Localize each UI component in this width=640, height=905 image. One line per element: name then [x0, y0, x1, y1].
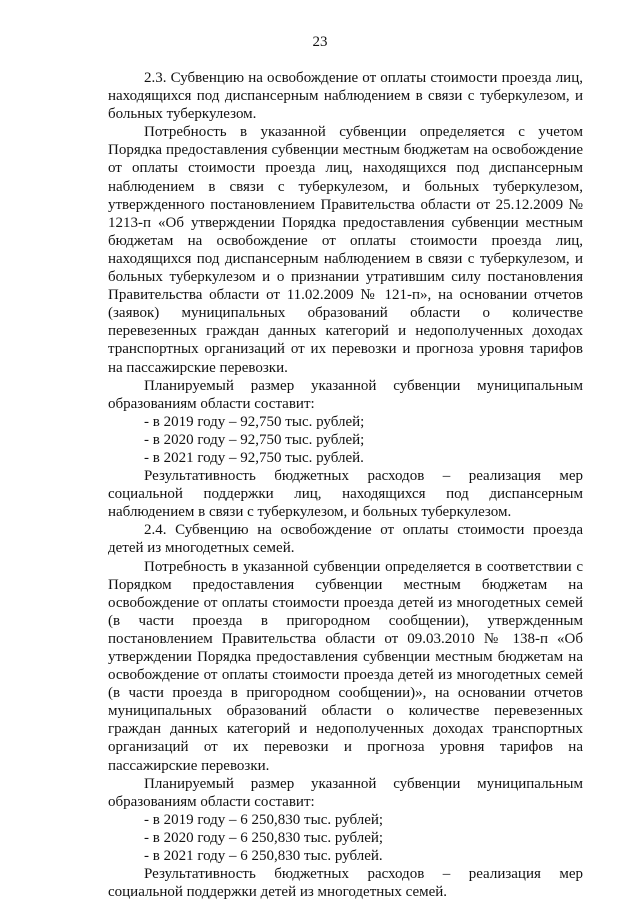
page-number: 23 [312, 34, 328, 50]
section-2-3-effectiveness-paragraph: Результативность бюджетных расходов – реализация мер социальной поддержки лиц, находящихся под диспансерным наблюдением в связи с туберкулезом, и больных туберкулезом. [108, 468, 583, 521]
section-2-4-effectiveness-paragraph: Результативность бюджетных расходов – реализация мер социальной поддержки детей из многодетных семей. [108, 866, 583, 901]
document-body [108, 69, 583, 901]
section-2-4-amount-2020: - в 2020 году – 6 250,830 тыс. рублей; [144, 829, 384, 846]
section-2-3-heading: 2.3. Субвенцию на освобождение от оплаты стоимости проезда лиц, находящихся под диспансерным наблюдением в связи с туберкулезом, и больных туберкулезом. [108, 70, 583, 123]
section-2-4-planned-size-paragraph: Планируемый размер указанной субвенции муниципальным образованиям области составит: [108, 775, 583, 810]
section-2-3-amount-2021: - в 2021 году – 92,750 тыс. рублей. [144, 449, 364, 466]
section-2-4-amount-2019: - в 2019 году – 6 250,830 тыс. рублей; [144, 811, 384, 828]
section-2-3-amount-2020: - в 2020 году – 92,750 тыс. рублей; [144, 431, 365, 448]
section-2-4-amount-2021: - в 2021 году – 6 250,830 тыс. рублей. [144, 848, 383, 865]
section-2-3-amount-2019: - в 2019 году – 92,750 тыс. рублей; [144, 413, 365, 430]
section-2-3-requirement-paragraph: Потребность в указанной субвенции определяется с учетом Порядка предоставления субвенции местным бюджетам на освобождение от оплаты стоимости проезда лиц, находящихся под диспансерным наблюдением в связи с туберкулезом, и больных туберкулезом, утвержденного постановлением Правительства области от 25.12.2009 № 1213-п «Об утверждении Порядка предоставления субвенции местным бюджетам на освобождение от оплаты стоимости проезда лиц, находящихся под диспансерным наблюдением в связи с туберкулезом, и больных туберкулезом и о признании утратившим силу постановления Правительства области от 11.02.2009 № 121-п», на основании отчетов (заявок) муниципальных образований области о количестве перевезенных граждан данных категорий и недополученных доходах транспортных организаций от их перевозки и прогноза уровня тарифов на пассажирские перевозки. [108, 124, 583, 376]
section-2-4-heading: 2.4. Субвенцию на освобождение от оплаты стоимости проезда детей из многодетных семей. [108, 522, 583, 557]
section-2-4-requirement-paragraph: Потребность в указанной субвенции определяется в соответствии с Порядком предоставления субвенции местным бюджетам на освобождение от оплаты стоимости проезда детей из многодетных семей (в части проезда в пригородном сообщении), утвержденным постановлением Правительства области от 09.03.2010 № 138-п «Об утверждении Порядка предоставления субвенции местным бюджетам на освобождение от оплаты стоимости проезда детей из многодетных семей (в части проезда в пригородном сообщении)», на основании отчетов муниципальных образований области о количестве перевезенных граждан данных категорий и недополученных доходах транспортных организаций от их перевозки и прогноза уровня тарифов на пассажирские перевозки. [108, 558, 583, 774]
section-2-3-planned-size-paragraph: Планируемый размер указанной субвенции муниципальным образованиям области составит: [108, 377, 583, 412]
